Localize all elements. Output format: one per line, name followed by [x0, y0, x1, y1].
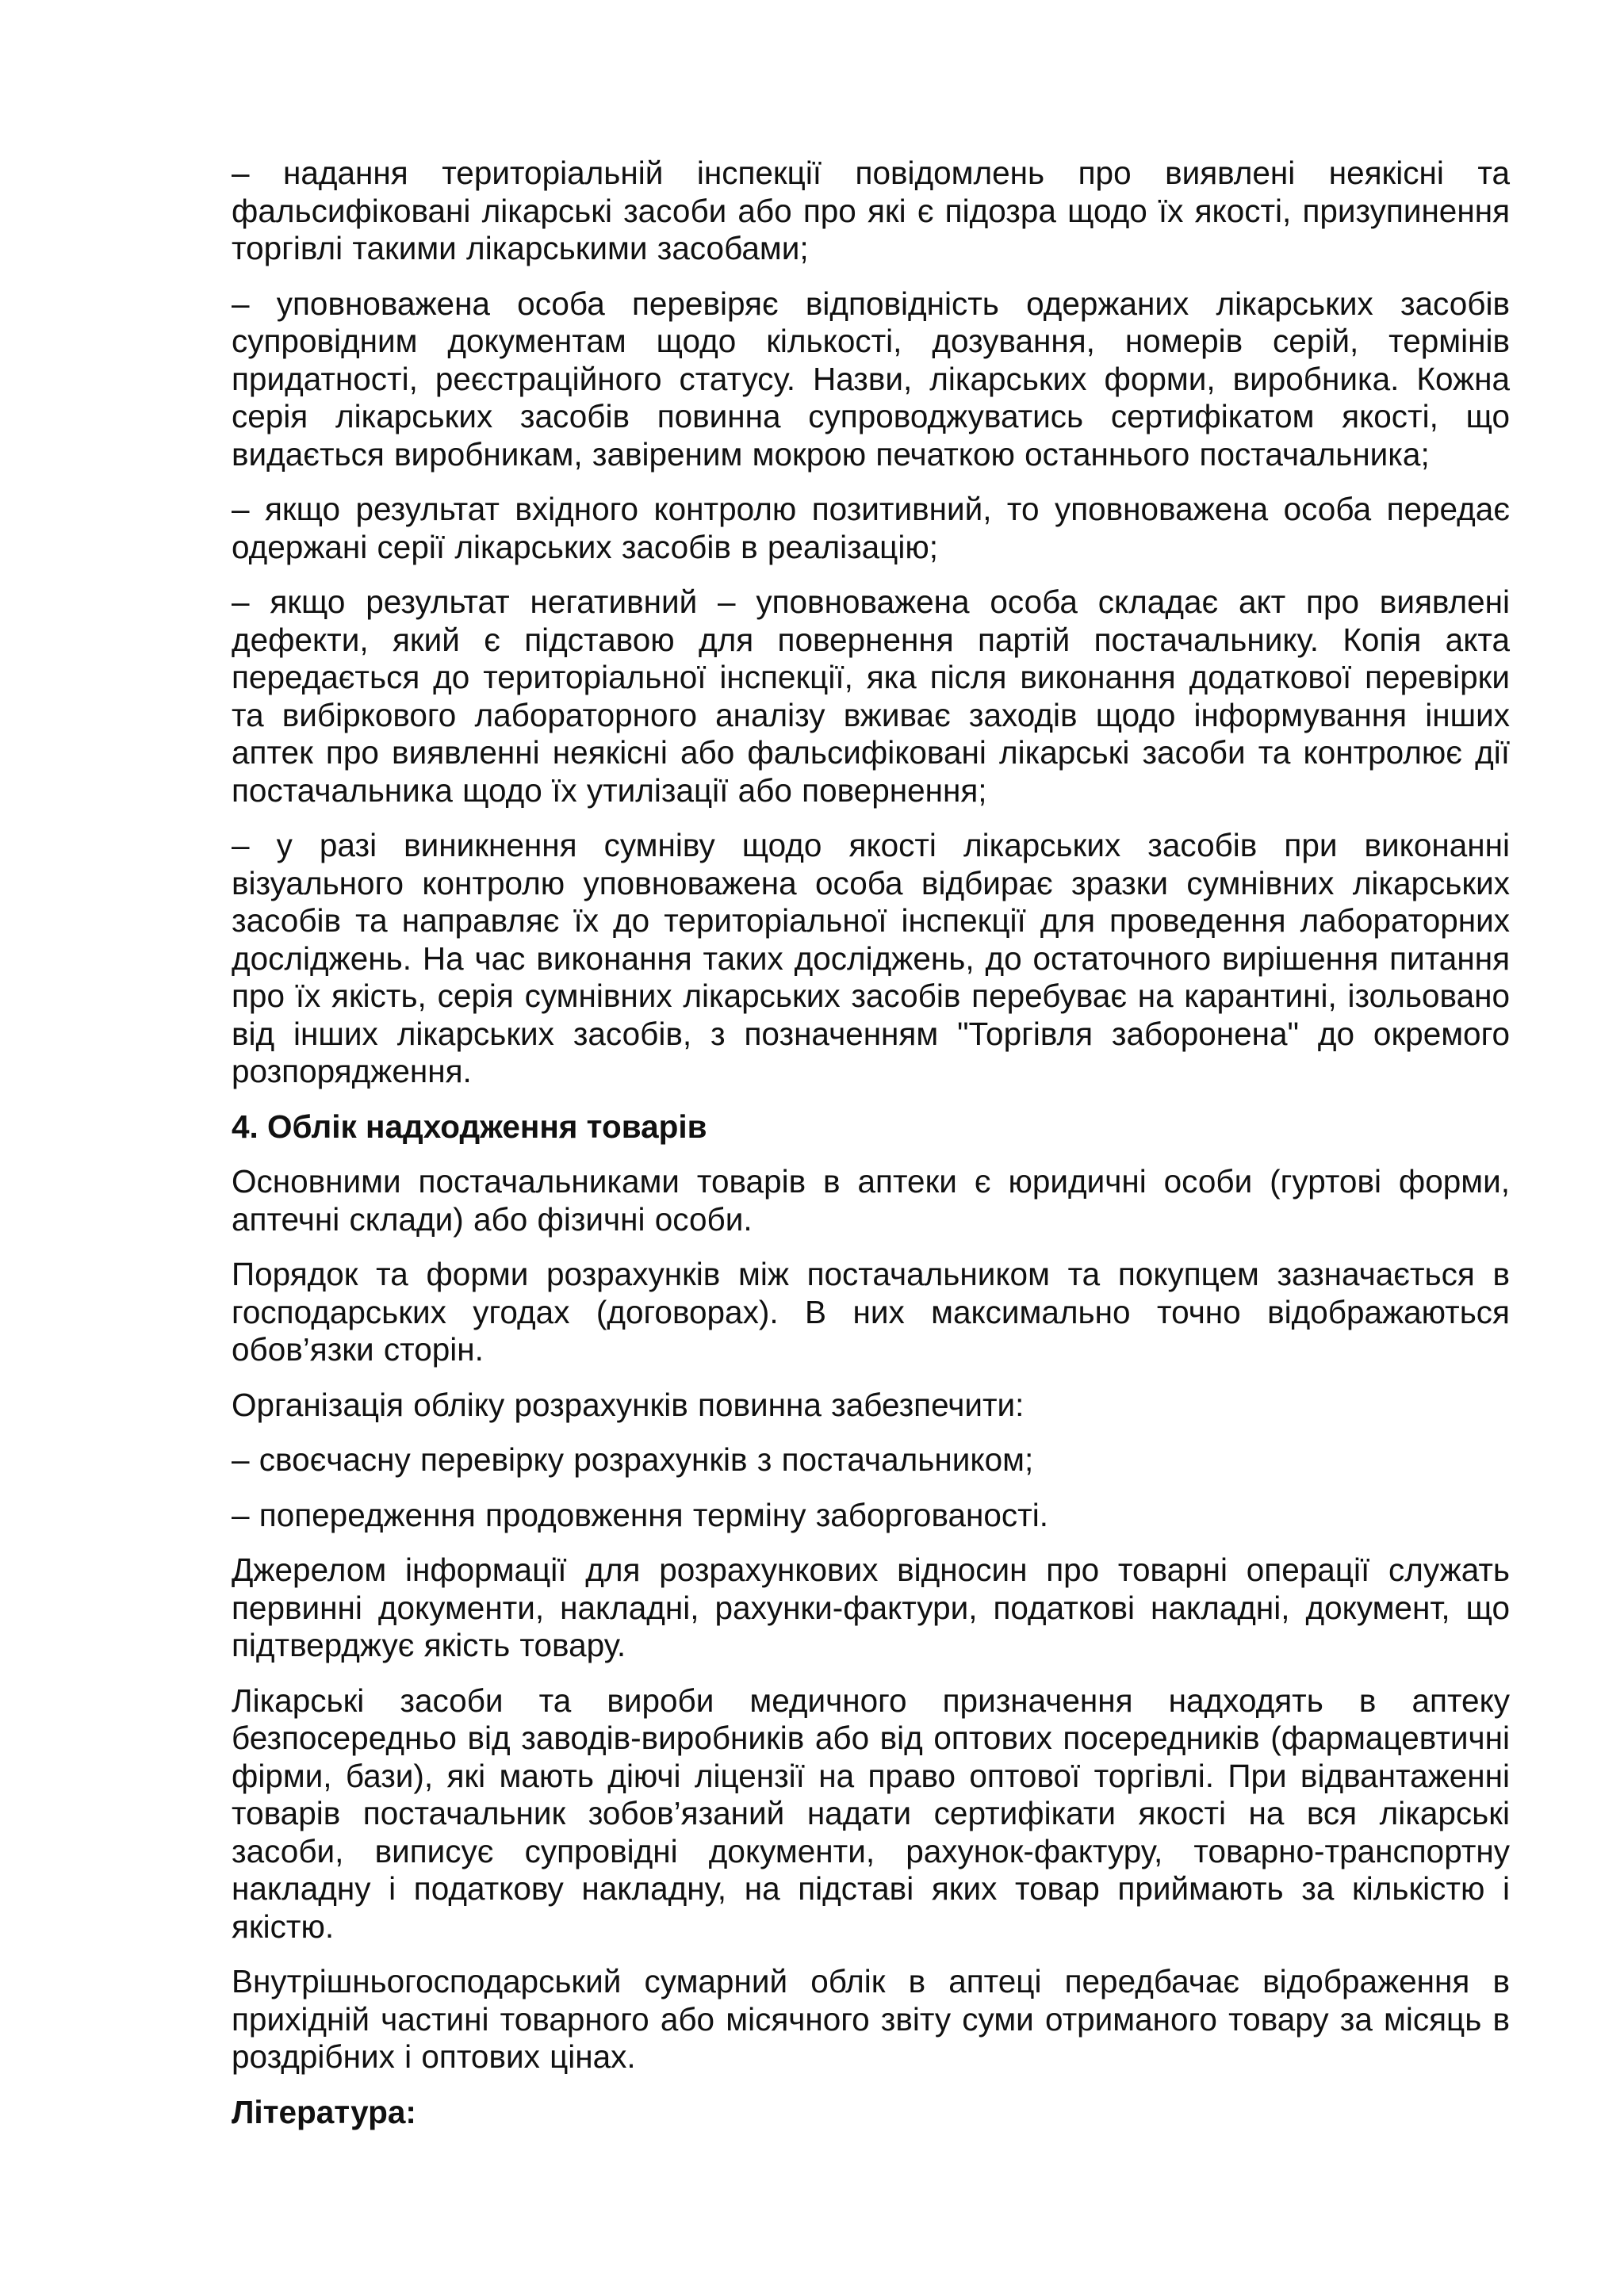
paragraph-medicine-supply: Лікарські засоби та вироби медичного призначення надходять в аптеку безпосередньо від заводів-виробників або від оптових посередників (фармацевтичні фірми, бази), які мають діючі ліцензії на право оптової торгівлі. При відвантаженні товарів постачальник зобов’язаний надати сертифікати якості на вся лікарські засоби, виписує супровідні документи, рахунок-фактуру, товарно-транспортну накладну і податкову накладну, на підставі яких товар приймають за кількістю і якістю. [232, 1682, 1510, 1945]
paragraph-internal-accounting: Внутрішньогосподарський сумарний облік в аптеці передбачає відображення в прихідній частині товарного або місячного звіту суми отриманого товару за місяць в роздрібних і оптових цінах. [232, 1963, 1510, 2075]
paragraph-document-check: – уповноважена особа перевіряє відповідність одержаних лікарських засобів супровідним документам щодо кількості, дозування, номерів серій, термінів придатності, реєстраційного статусу. Назви, лікарських форми, виробника. Кожна серія лікарських засобів повинна супроводжуватись сертифікатом якості, що видається виробникам, завіреним мокрою печаткою останнього постачальника; [232, 285, 1510, 473]
paragraph-inspection-notice: – надання територіальній інспекції повідомлень про виявлені неякісні та фальсифіковані лікарські засоби або про які є підозра щодо їх якості, призупинення торгівлі такими лікарськими засобами; [232, 155, 1510, 266]
section-heading-goods-receipt: 4. Облік надходження товарів [232, 1108, 707, 1145]
list-item-debt-prevention: – попередження продовження терміну заборгованості. [232, 1496, 1048, 1533]
paragraph-settlement-procedure: Порядок та форми розрахунків між постачальником та покупцем зазначається в господарських угодах (договорах). В них максимально точно відображаються обов’язки сторін. [232, 1256, 1510, 1368]
paragraph-negative-result: – якщо результат негативний – уповноважена особа складає акт про виявлені дефекти, який є підставою для повернення партій постачальнику. Копія акта передається до територіальної інспекції, яка після виконання додаткової перевірки та вибіркового лабораторного аналізу вживає заходів щодо інформування інших аптек про виявленні неякісні або фальсифіковані лікарські засоби та контролює дії постачальника щодо їх утилізації або повернення; [232, 584, 1510, 809]
paragraph-quality-doubt: – у разі виникнення сумніву щодо якості лікарських засобів при виконанні візуального контролю уповноважена особа відбирає зразки сумнівних лікарських засобів та направляє їх до територіальної інспекції для проведення лабораторних досліджень. На час виконання таких досліджень, до остаточного вирішення питання про їх якість, серія сумнівних лікарських засобів перебуває на карантині, ізольовано від інших лікарських засобів, з позначенням "Торгівля заборонена" до окремого розпорядження. [232, 827, 1510, 1089]
paragraph-information-source: Джерелом інформації для розрахункових відносин про товарні операції служать первинні документи, накладні, рахунки-фактури, податкові накладні, документ, що підтверджує якість товару. [232, 1552, 1510, 1663]
section-heading-literature: Література: [232, 2093, 416, 2130]
document-page [232, 155, 1510, 2149]
paragraph-positive-result: – якщо результат вхідного контролю позитивний, то уповноважена особа передає одержані серії лікарських засобів в реалізацію; [232, 491, 1510, 565]
paragraph-main-suppliers: Основними постачальниками товарів в аптеки є юридичні особи (гуртові форми, аптечні склади) або фізичні особи. [232, 1163, 1510, 1238]
paragraph-accounting-organization: Організація обліку розрахунків повинна забезпечити: [232, 1386, 1025, 1423]
list-item-timely-check: – своєчасну перевірку розрахунків з постачальником; [232, 1441, 1034, 1478]
